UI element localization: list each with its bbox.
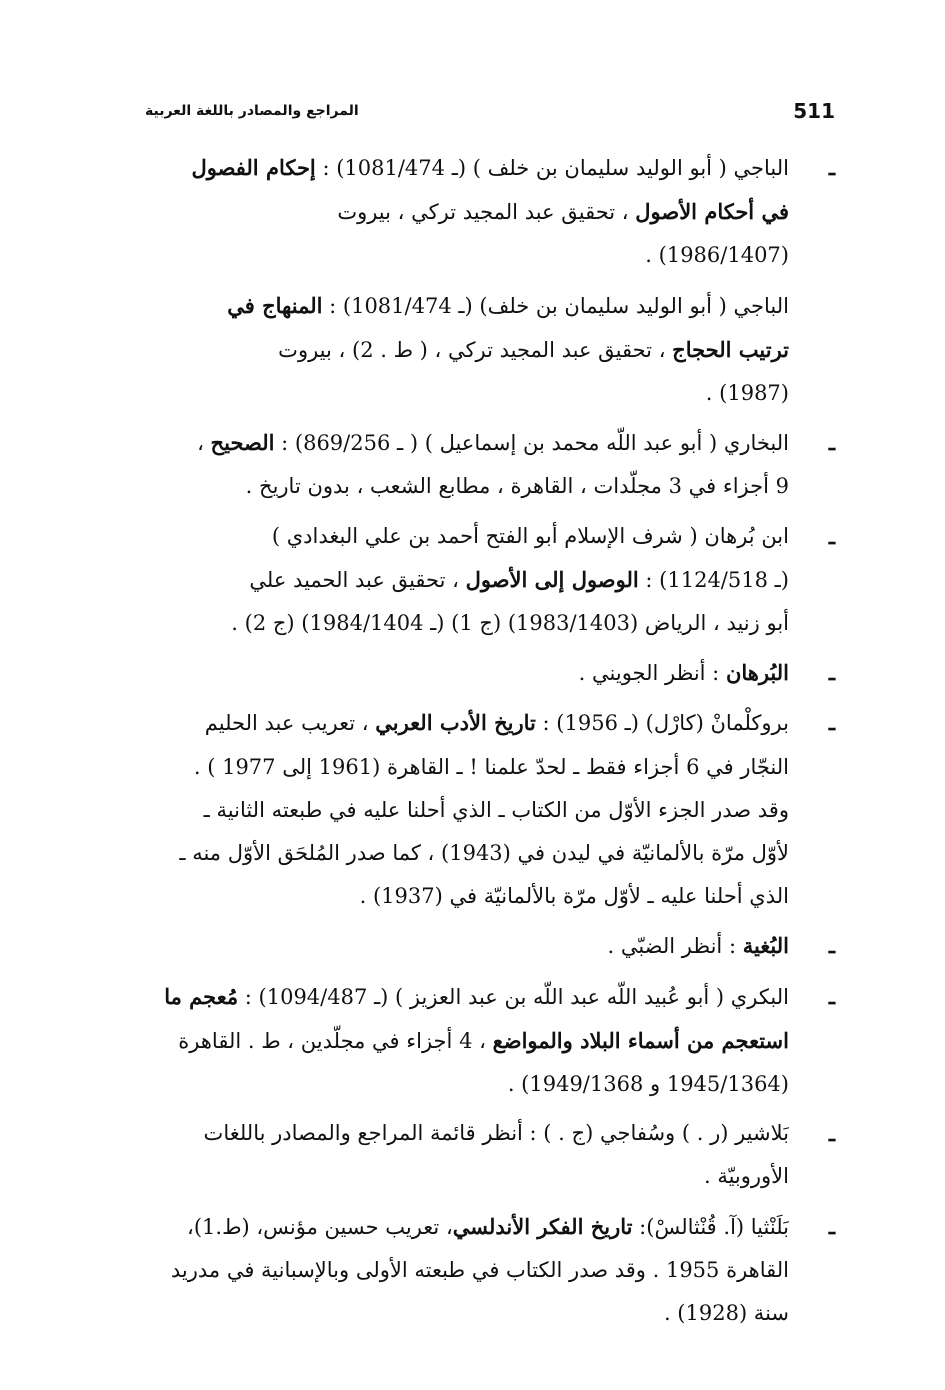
bibliography-list [145,146,835,1341]
entry-line [145,421,789,465]
entry-line [145,1249,789,1292]
entry-dash: ـ [828,430,835,456]
entry-text: بَلَنْثيا (آ. قُنْثالسْ): [632,1214,789,1239]
entry-line [145,234,789,277]
bibliography-entry [145,515,835,646]
entry-text: وقد صدر الجزء الأوّل من الكتاب ـ الذي أحلنا عليه في طبعته الثانية ـ [203,797,789,822]
book-title: ترتيب الحجاج [672,336,789,362]
entry-line [145,465,789,508]
entry-text: الباجي ( أبو الوليد سليمان بن خلف) (ـ 1081/474) : [322,293,789,318]
entry-line [145,1292,789,1335]
page-header [145,96,835,126]
bibliography-entry [145,1112,835,1198]
entry-line [145,190,789,234]
book-title: الوصول إلى الأصول [465,566,639,592]
entry-line [145,701,789,745]
entry-dash: ـ [828,155,835,180]
entry-line [145,146,789,190]
entry-text: القاهرة 1955 . وقد صدر الكتاب في طبعته الأولى وبالإسبانية في مدريد [170,1257,789,1282]
entry-line [145,651,789,695]
entry-text: ، تعريب حسين مؤنس، (ط.1)، [187,1214,453,1239]
book-title: استعجم من أسماء البلاد والمواضع [492,1027,789,1053]
entry-text: ، [197,431,211,456]
entry-text: : أنظر الضبّي . [607,934,743,959]
entry-text: لأوّل مرّة بالألمانيّة في ليدن في (1943) ، كما صدر المُلحَق الأوّل منه ـ [179,841,789,866]
book-title: تاريخ الأدب العربي [375,710,536,736]
entry-line [145,746,789,789]
bibliography-entry [145,1205,835,1336]
entry-text: ، 4 أجزاء في مجلّدين ، ط . القاهرة [178,1028,493,1053]
entry-text: (1945/1364 و 1949/1368) . [507,1072,789,1097]
entry-text: بروكلْمانْ (كارْل) (ـ 1956) : [535,711,789,736]
entry-line [145,602,789,645]
entry-dash: ـ [828,523,835,549]
entry-text: (1987) . [705,381,789,406]
entry-line [145,558,789,602]
entry-dash: ـ [828,710,835,736]
entry-text: ابن بُرهان ( شرف الإسلام أبو الفتح أحمد بن علي البغدادي ) [271,523,789,548]
entry-text: ، تحقيق عبد المجيد تركي ، ( ط . 2) ، بيروت [278,337,673,362]
entry-line [145,789,789,832]
bibliography-entry [145,924,835,968]
entry-text: ، تعريب عبد الحليم [204,711,376,736]
book-title: الصحيح [210,430,275,456]
entry-line [145,515,789,558]
entry-line [145,924,789,968]
entry-line [145,1019,789,1063]
bibliography-entry [145,421,835,508]
running-title: المراجع والمصادر باللغة العربية [145,103,359,119]
entry-line [145,1205,789,1249]
entry-text: : أنظر الجويني . [578,661,726,686]
entry-text: الباجي ( أبو الوليد سليمان بن خلف ) (ـ 1081/474) : [315,156,789,180]
entry-line [145,1063,789,1106]
entry-dash: ـ [828,1121,835,1147]
entry-text: الأوروبيّة . [703,1164,789,1189]
book-title: إحكام الفصول [191,155,316,180]
bibliography-entry [145,975,835,1107]
book-title: البُغية [742,933,789,959]
bibliography-entry [145,651,835,695]
entry-dash: ـ [828,1213,835,1239]
entry-line [145,372,789,415]
entry-text: بَلاشير (ر . ) وسُفاجي (ج . ) : أنظر قائمة المراجع والمصادر باللغات [203,1121,789,1146]
entry-line [145,1155,789,1198]
entry-line [145,328,789,372]
entry-text: ، تحقيق عبد الحميد علي [249,567,466,592]
book-title: مُعجم ما [164,983,239,1009]
entry-text: البكري ( أبو عُبيد اللّه عبد اللّه بن عبد العزيز ) (ـ 1094/487) : [238,984,789,1009]
book-title: تاريخ الفكر الأندلسي [452,1213,633,1239]
entry-text: البخاري ( أبو عبد اللّه محمد بن إسماعيل ) ( ـ 869/256) : [274,431,789,456]
entry-text: الذي أحلنا عليه ـ لأوّل مرّة بالألمانيّة في (1937) . [359,884,789,909]
entry-text: 9 أجزاء في 3 مجلّدات ، القاهرة ، مطابع الشعب ، بدون تاريخ . [245,474,789,499]
entry-line [145,975,789,1019]
entry-dash: ـ [828,933,835,959]
page-number: 511 [793,99,835,123]
bibliography-entry [145,701,835,918]
book-title: في أحكام الأصول [635,199,789,225]
entry-text: ، تحقيق عبد المجيد تركي ، بيروت [337,200,636,225]
entry-line [145,1112,789,1155]
book-title: المنهاج في [227,292,323,318]
entry-dash: ـ [828,983,835,1009]
entry-text: (ـ 1124/518) : [638,567,789,592]
entry-line [145,832,789,875]
entry-line [145,284,789,328]
bibliography-entry [145,146,835,278]
bibliography-entry [145,284,835,416]
entry-text: سنة (1928) . [663,1301,789,1326]
entry-text: أبو زنيد ، الرياض (1983/1403) (ج 1) (ـ 1984/1404) (ج 2) . [231,611,789,636]
entry-line [145,875,789,918]
entry-dash: ـ [828,660,835,686]
book-title: البُرهان [725,660,789,686]
entry-text: (1986/1407) . [645,243,789,268]
entry-text: النجّار في 6 أجزاء فقط ـ لحدّ علمنا ! ـ القاهرة (1961 إلى 1977 ) . [193,754,789,779]
